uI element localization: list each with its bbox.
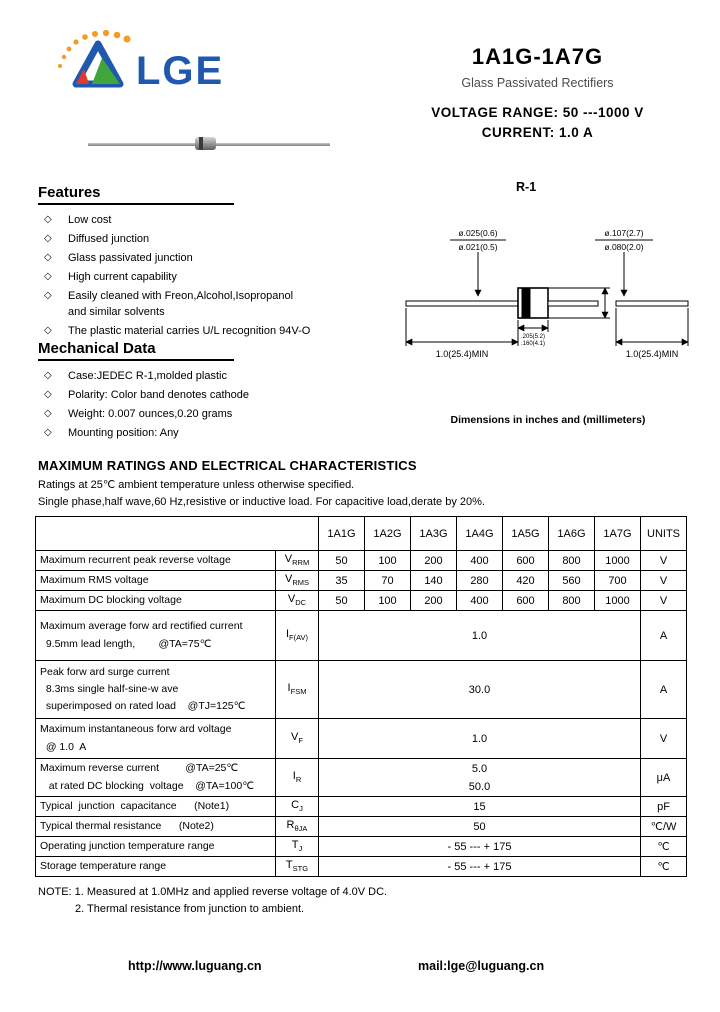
spec-row-vrrm xyxy=(36,551,687,571)
mechanical-heading: Mechanical Data xyxy=(38,340,234,361)
footer-website-link[interactable]: http://www.luguang.cn xyxy=(128,959,262,973)
spec-unit: ℃/W xyxy=(641,817,687,837)
diamond-bullet-icon: ◇ xyxy=(44,427,52,438)
spec-unit: A xyxy=(641,611,687,661)
features-list xyxy=(44,212,314,342)
spec-row-rthja xyxy=(36,817,687,837)
spec-desc: Operating junction temperature range xyxy=(36,837,276,857)
spec-symbol: $T_J$ xyxy=(276,837,319,857)
body-diameter-max-label: ø.107(2.7) xyxy=(604,228,644,238)
spec-value: 280 xyxy=(457,571,503,591)
spec-row-tstg xyxy=(36,857,687,877)
spec-row-cj xyxy=(36,797,687,817)
ratings-condition-2: Single phase,half wave,60 Hz,resistive or inductive load. For capacitive load,derate by 20%. xyxy=(38,496,485,508)
diamond-bullet-icon: ◇ xyxy=(44,233,52,244)
mechanical-item: ◇ Polarity: Color band denotes cathode xyxy=(44,389,250,401)
spec-value: 15 xyxy=(319,797,641,817)
spec-value: 1.0 xyxy=(319,611,641,661)
package-name: R-1 xyxy=(516,180,537,194)
feature-item: ◇ High current capability xyxy=(44,271,177,283)
spec-value: 200 xyxy=(411,551,457,571)
spec-row-ifav xyxy=(36,611,687,661)
spec-row-vdc xyxy=(36,591,687,611)
left-lead-length-label: 1.0(25.4)MIN xyxy=(435,349,489,359)
spec-value: 200 xyxy=(411,591,457,611)
feature-item: ◇ Low cost xyxy=(44,214,112,226)
dimensions-note: Dimensions in inches and (millimeters) xyxy=(450,414,646,426)
spec-desc: Maximum reverse current @TA=25℃ at rated DC blocking voltage @TA=100℃ xyxy=(36,759,276,797)
body-diameter-min-label: ø.080(2.0) xyxy=(604,242,644,252)
diamond-bullet-icon: ◇ xyxy=(44,389,52,400)
package-drawing xyxy=(392,224,704,410)
ratings-condition-1: Ratings at 25℃ ambient temperature unless otherwise specified. xyxy=(38,479,355,491)
spec-unit: V xyxy=(641,551,687,571)
lge-logo xyxy=(52,30,252,94)
note-line-2: 2. Thermal resistance from junction to ambient. xyxy=(75,903,305,915)
spec-symbol: $R_{\theta JA}$ xyxy=(276,817,319,837)
table-header-row xyxy=(36,517,687,551)
spec-value: 800 xyxy=(549,591,595,611)
spec-value: 140 xyxy=(411,571,457,591)
col-header-part: 1A2G xyxy=(365,517,411,551)
spec-row-tj xyxy=(36,837,687,857)
spec-value: 1000 xyxy=(595,551,641,571)
title-block xyxy=(395,44,680,140)
spec-row-ifsm xyxy=(36,661,687,719)
ratings-table xyxy=(35,516,687,877)
spec-value: 100 xyxy=(365,551,411,571)
spec-desc: Typical junction capacitance (Note1) xyxy=(36,797,276,817)
spec-symbol: $V_{DC}$ xyxy=(276,591,319,611)
spec-symbol: $V_F$ xyxy=(276,719,319,759)
spec-value: 50 xyxy=(319,817,641,837)
spec-symbol: $I_R$ xyxy=(276,759,319,797)
col-header-part: 1A1G xyxy=(319,517,365,551)
spec-value: - 55 --- + 175 xyxy=(319,857,641,877)
spec-value: - 55 --- + 175 xyxy=(319,837,641,857)
diamond-bullet-icon: ◇ xyxy=(44,325,52,336)
lead-diameter-max-label: ø.025(0.6) xyxy=(458,228,498,238)
spec-desc: Typical thermal resistance (Note2) xyxy=(36,817,276,837)
spec-symbol: $V_{RMS}$ xyxy=(276,571,319,591)
col-header-part: 1A5G xyxy=(503,517,549,551)
cathode-band xyxy=(522,288,530,318)
col-header-part: 1A7G xyxy=(595,517,641,551)
lead-diameter-min-label: ø.021(0.5) xyxy=(458,242,498,252)
spec-value: 600 xyxy=(503,551,549,571)
spec-value: 400 xyxy=(457,591,503,611)
feature-item: ◇ Diffused junction xyxy=(44,233,150,245)
spec-unit: ℃ xyxy=(641,857,687,877)
body-length-min-label: .160(4.1) xyxy=(520,341,546,347)
spec-unit: V xyxy=(641,571,687,591)
diamond-bullet-icon: ◇ xyxy=(44,290,52,301)
spec-value: 420 xyxy=(503,571,549,591)
spec-value: 50 xyxy=(319,551,365,571)
mechanical-list xyxy=(44,368,314,444)
spec-desc: Maximum average forw ard rectified current 9.5mm lead length, @TA=75℃ xyxy=(36,611,276,661)
diamond-bullet-icon: ◇ xyxy=(44,271,52,282)
spec-value: 100 xyxy=(365,591,411,611)
current-rating: CURRENT: 1.0 A xyxy=(481,125,594,140)
mechanical-item: ◇ Weight: 0.007 ounces,0.20 grams xyxy=(44,408,233,420)
right-lead-length-label: 1.0(25.4)MIN xyxy=(625,349,679,359)
part-number-title: 1A1G-1A7G xyxy=(471,44,604,69)
spec-value: 1000 xyxy=(595,591,641,611)
spec-value: 600 xyxy=(503,591,549,611)
spec-unit: μA xyxy=(641,759,687,797)
spec-unit: ℃ xyxy=(641,837,687,857)
feature-item: ◇ Glass passivated junction xyxy=(44,252,193,264)
col-header-part: 1A3G xyxy=(411,517,457,551)
spec-symbol: $V_{RRM}$ xyxy=(276,551,319,571)
diamond-bullet-icon: ◇ xyxy=(44,370,52,381)
body-length-max-label: .205(5.2) xyxy=(520,334,546,340)
col-header-part: 1A4G xyxy=(457,517,503,551)
spec-value: 70 xyxy=(365,571,411,591)
features-heading: Features xyxy=(38,184,234,205)
spec-symbol: $I_{F(AV)}$ xyxy=(276,611,319,661)
spec-desc: Maximum instantaneous forw ard voltage @ 1.0 A xyxy=(36,719,276,759)
spec-value: 560 xyxy=(549,571,595,591)
spec-symbol: $C_J$ xyxy=(276,797,319,817)
diamond-bullet-icon: ◇ xyxy=(44,214,52,225)
feature-item: ◇ The plastic material carries U/L recognition 94V-O xyxy=(44,325,311,337)
feature-item: ◇ Easily cleaned with Freon,Alcohol,Isopropanol and similar solvents xyxy=(44,290,294,318)
spec-unit: V xyxy=(641,591,687,611)
spec-desc: Maximum RMS voltage xyxy=(36,571,276,591)
spec-symbol: $T_{STG}$ xyxy=(276,857,319,877)
spec-desc: Maximum recurrent peak reverse voltage xyxy=(36,551,276,571)
spec-row-ir xyxy=(36,759,687,797)
spec-desc: Maximum DC blocking voltage xyxy=(36,591,276,611)
spec-row-vrms xyxy=(36,571,687,591)
footer-email-link[interactable]: mail:lge@luguang.cn xyxy=(418,959,545,973)
subtitle: Glass Passivated Rectifiers xyxy=(461,76,614,90)
spec-desc: Peak forw ard surge current 8.3ms single half-sine-w ave superimposed on rated load @TJ=125℃ xyxy=(36,661,276,719)
spec-value: 30.0 xyxy=(319,661,641,719)
brand-text: LGE xyxy=(136,49,225,93)
diode-photo-band xyxy=(199,137,203,150)
ratings-title: MAXIMUM RATINGS AND ELECTRICAL CHARACTERISTICS xyxy=(38,458,417,473)
col-header-units: UNITS xyxy=(641,517,687,551)
col-header-part: 1A6G xyxy=(549,517,595,551)
spec-value: 700 xyxy=(595,571,641,591)
spec-unit: A xyxy=(641,661,687,719)
voltage-range: VOLTAGE RANGE: 50 ---1000 V xyxy=(431,105,644,120)
spec-value: 50 xyxy=(319,591,365,611)
spec-row-vf xyxy=(36,719,687,759)
mechanical-item: ◇ Case:JEDEC R-1,molded plastic xyxy=(44,370,227,382)
spec-unit: pF xyxy=(641,797,687,817)
spec-value: 1.0 xyxy=(319,719,641,759)
note-line-1: NOTE: 1. Measured at 1.0MHz and applied reverse voltage of 4.0V DC. xyxy=(38,886,388,898)
spec-unit: V xyxy=(641,719,687,759)
diamond-bullet-icon: ◇ xyxy=(44,408,52,419)
diamond-bullet-icon: ◇ xyxy=(44,252,52,263)
spec-symbol: $I_{FSM}$ xyxy=(276,661,319,719)
spec-value: 800 xyxy=(549,551,595,571)
spec-value: 400 xyxy=(457,551,503,571)
spec-value: 35 xyxy=(319,571,365,591)
spec-desc: Storage temperature range xyxy=(36,857,276,877)
mechanical-item: ◇ Mounting position: Any xyxy=(44,427,179,439)
spec-value: 5.0 50.0 xyxy=(319,759,641,797)
header-blank-cell xyxy=(36,517,319,551)
